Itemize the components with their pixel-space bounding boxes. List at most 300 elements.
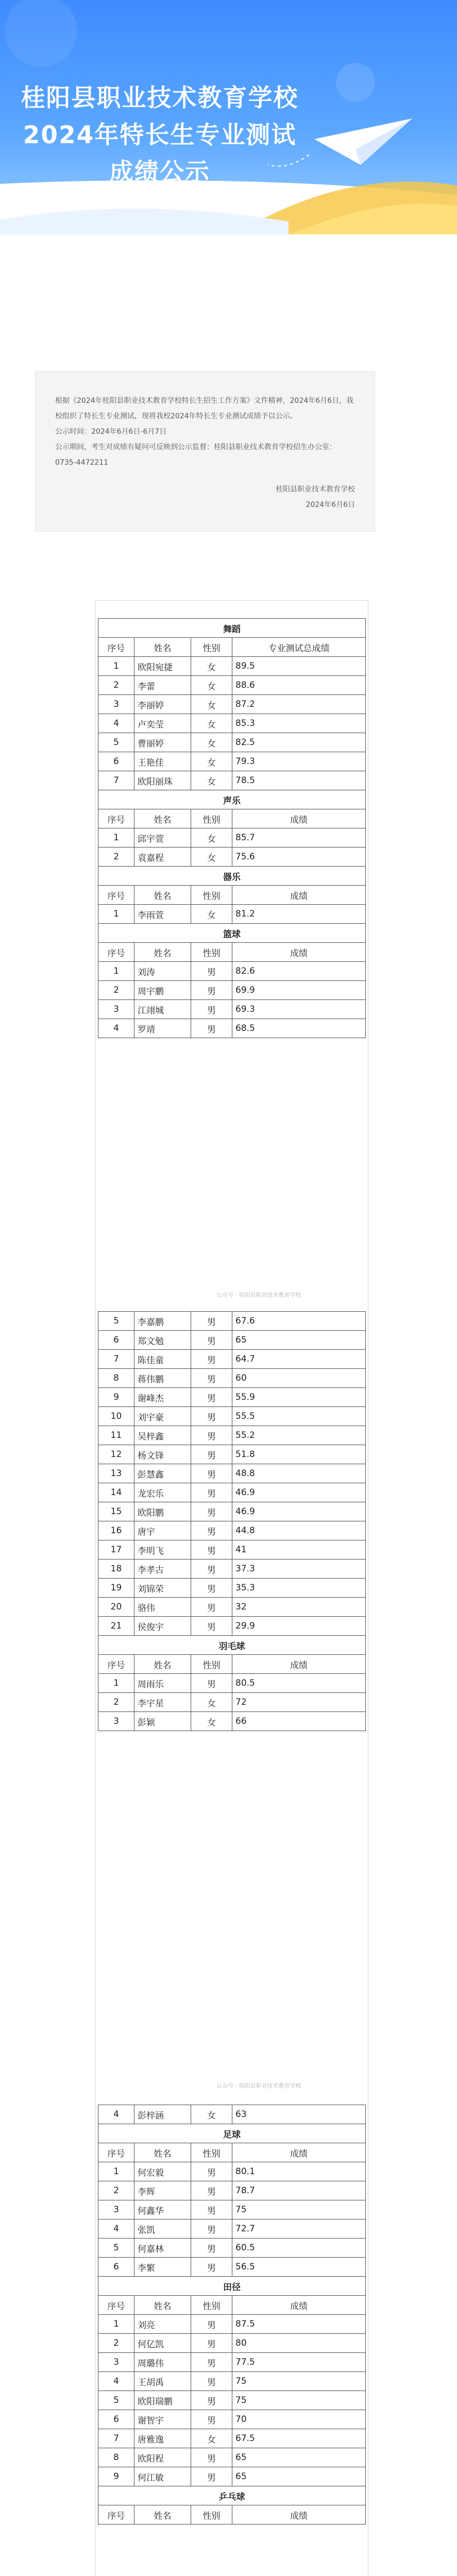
table-cell: 41	[232, 1540, 366, 1560]
column-header: 序号	[98, 943, 134, 962]
table-cell: 11	[98, 1426, 134, 1445]
table-row	[98, 1521, 366, 1540]
table-cell: 江翊城	[134, 1000, 191, 1019]
table-cell: 男	[191, 1426, 232, 1445]
header-row	[98, 2505, 366, 2524]
table-cell: 男	[191, 2219, 232, 2239]
table-cell: 郑文勉	[134, 1331, 191, 1350]
section-title: 篮球	[98, 924, 366, 943]
table-cell: 男	[191, 2410, 232, 2429]
table-cell: 7	[98, 771, 134, 790]
table-cell: 70	[232, 2410, 366, 2429]
table-cell: 王艳佳	[134, 752, 191, 771]
table-row	[98, 1331, 366, 1350]
table-cell: 女	[191, 733, 232, 752]
table-cell: 男	[191, 1674, 232, 1693]
table-cell: 女	[191, 752, 232, 771]
header-row	[98, 809, 366, 828]
table-cell: 68.5	[232, 1019, 366, 1038]
table-row	[98, 1674, 366, 1693]
table-cell: 龙宏乐	[134, 1483, 191, 1502]
table-cell: 女	[191, 771, 232, 790]
table-cell: 78.5	[232, 771, 366, 790]
watermark-text: 公众号 · 桂阳县职业技术教育学校	[216, 2082, 301, 2089]
header-row	[98, 638, 366, 657]
column-header: 成绩	[232, 2143, 366, 2162]
table-cell: 19	[98, 1579, 134, 1598]
column-header: 成绩	[232, 886, 366, 905]
section-title: 乒乓球	[98, 2486, 366, 2505]
table-cell: 85.7	[232, 828, 366, 848]
table-cell: 1	[98, 657, 134, 676]
table-cell: 75	[232, 2200, 366, 2219]
column-header: 序号	[98, 809, 134, 828]
table-cell: 2	[98, 2181, 134, 2200]
table-cell: 欧阳丽珠	[134, 771, 191, 790]
table-cell: 男	[191, 2258, 232, 2277]
table-cell: 87.2	[232, 695, 366, 714]
table-cell: 37.3	[232, 1560, 366, 1579]
table-cell: 欧阳瑞鹏	[134, 2391, 191, 2410]
table-cell: 谢峰杰	[134, 1388, 191, 1407]
notice-card	[35, 371, 375, 532]
table-cell: 男	[191, 2448, 232, 2467]
table-row	[98, 2410, 366, 2429]
table-row	[98, 981, 366, 1000]
table-cell: 侯俊宇	[134, 1617, 191, 1636]
table-cell: 88.6	[232, 676, 366, 695]
table-cell: 何鑫华	[134, 2200, 191, 2219]
table-row	[98, 2200, 366, 2219]
table-cell: 5	[98, 2391, 134, 2410]
table-row	[98, 771, 366, 790]
table-cell: 72	[232, 1693, 366, 1712]
table-cell: 陈佳童	[134, 1350, 191, 1369]
table-row	[98, 1483, 366, 1502]
table-row	[98, 1617, 366, 1636]
table-cell: 2	[98, 2334, 134, 2353]
table-cell: 刘锦荣	[134, 1579, 191, 1598]
table-cell: 7	[98, 2429, 134, 2448]
table-cell: 20	[98, 1598, 134, 1617]
table-cell: 女	[191, 905, 232, 924]
table-cell: 曹丽婷	[134, 733, 191, 752]
table-row	[98, 1560, 366, 1579]
table-cell: 欧阳鹏	[134, 1502, 191, 1521]
page-title	[21, 80, 299, 191]
table-cell: 6	[98, 752, 134, 771]
title-line: 成绩公示	[109, 158, 210, 187]
table-cell: 67.6	[232, 1312, 366, 1331]
table-cell: 1	[98, 2315, 134, 2334]
table-cell: 55.2	[232, 1426, 366, 1445]
table-row	[98, 1693, 366, 1712]
table-cell: 男	[191, 1445, 232, 1464]
table-cell: 男	[191, 1331, 232, 1350]
table-cell: 杨文锋	[134, 1445, 191, 1464]
table-row	[98, 1369, 366, 1388]
table-row	[98, 1000, 366, 1019]
table-cell: 51.8	[232, 1445, 366, 1464]
table-row	[98, 1312, 366, 1331]
table-cell: 何嘉林	[134, 2239, 191, 2258]
table-cell: 欧阳程	[134, 2448, 191, 2467]
column-header: 姓名	[134, 2143, 191, 2162]
header-row	[98, 1655, 366, 1674]
table-cell: 王胡禹	[134, 2372, 191, 2391]
table-cell: 李蕾	[134, 676, 191, 695]
table-cell: 周璐伟	[134, 2353, 191, 2372]
table-row	[98, 2181, 366, 2200]
table-row	[98, 2258, 366, 2277]
table-cell: 5	[98, 2239, 134, 2258]
table-cell: 60.5	[232, 2239, 366, 2258]
table-row	[98, 2353, 366, 2372]
table-cell: 男	[191, 2372, 232, 2391]
column-header: 姓名	[134, 809, 191, 828]
table-cell: 罗靖	[134, 1019, 191, 1038]
table-cell: 14	[98, 1483, 134, 1502]
table-cell: 女	[191, 714, 232, 733]
table-cell: 女	[191, 657, 232, 676]
table-cell: 唐宇	[134, 1521, 191, 1540]
table-cell: 8	[98, 2448, 134, 2467]
table-cell: 60	[232, 1369, 366, 1388]
column-header: 姓名	[134, 1655, 191, 1674]
column-header: 成绩	[232, 809, 366, 828]
section-title-row	[98, 2277, 366, 2296]
table-cell: 5	[98, 1312, 134, 1331]
table-cell: 男	[191, 1019, 232, 1038]
section-title: 器乐	[98, 867, 366, 886]
header-row	[98, 2143, 366, 2162]
table-cell: 65	[232, 1331, 366, 1350]
table-cell: 46.9	[232, 1502, 366, 1521]
column-header: 性别	[191, 1655, 232, 1674]
table-cell: 5	[98, 733, 134, 752]
table-row	[98, 2105, 366, 2124]
table-cell: 80	[232, 2334, 366, 2353]
table-cell: 李丽婷	[134, 695, 191, 714]
section-title-row	[98, 924, 366, 943]
table-cell: 李辉	[134, 2181, 191, 2200]
table-cell: 何宏毅	[134, 2162, 191, 2181]
table-cell: 7	[98, 1350, 134, 1369]
table-cell: 2	[98, 676, 134, 695]
table-cell: 81.2	[232, 905, 366, 924]
table-cell: 2	[98, 1693, 134, 1712]
column-header: 姓名	[134, 886, 191, 905]
column-header: 序号	[98, 886, 134, 905]
table-cell: 周宇鹏	[134, 981, 191, 1000]
table-cell: 56.5	[232, 2258, 366, 2277]
table-cell: 彭慧鑫	[134, 1464, 191, 1483]
table-row	[98, 2219, 366, 2239]
table-cell: 16	[98, 1521, 134, 1540]
column-header: 性别	[191, 2505, 232, 2524]
table-cell: 3	[98, 695, 134, 714]
table-cell: 男	[191, 962, 232, 981]
table-row	[98, 1019, 366, 1038]
table-cell: 48.8	[232, 1464, 366, 1483]
table-cell: 21	[98, 1617, 134, 1636]
column-header: 序号	[98, 2505, 134, 2524]
table-cell: 袁嘉程	[134, 848, 191, 867]
table-cell: 女	[191, 676, 232, 695]
table-cell: 何江敏	[134, 2467, 191, 2486]
table-row	[98, 657, 366, 676]
table-cell: 男	[191, 1502, 232, 1521]
table-cell: 18	[98, 1560, 134, 1579]
title-line: 桂阳县职业技术教育学校	[21, 84, 299, 112]
table-cell: 彭颖	[134, 1712, 191, 1731]
table-cell: 男	[191, 1598, 232, 1617]
table-row	[98, 1579, 366, 1598]
table-cell: 蒋伟鹏	[134, 1369, 191, 1388]
table-cell: 李繁	[134, 2258, 191, 2277]
table-cell: 男	[191, 2162, 232, 2181]
table-row	[98, 2315, 366, 2334]
section-title-row	[98, 619, 366, 638]
signature-date: 2024年6月6日	[306, 501, 355, 509]
table-cell: 女	[191, 1712, 232, 1731]
table-row	[98, 1388, 366, 1407]
table-cell: 4	[98, 1019, 134, 1038]
table-cell: 46.9	[232, 1483, 366, 1502]
table-cell: 女	[191, 1693, 232, 1712]
table-cell: 3	[98, 1000, 134, 1019]
table-cell: 2	[98, 848, 134, 867]
table-cell: 63	[232, 2105, 366, 2124]
results-table-1	[98, 618, 366, 1038]
table-row	[98, 1464, 366, 1483]
table-cell: 骆伟	[134, 1598, 191, 1617]
column-header: 性别	[191, 2143, 232, 2162]
table-cell: 6	[98, 1331, 134, 1350]
table-cell: 刘宇豪	[134, 1407, 191, 1426]
column-header: 专业测试总成绩	[232, 638, 366, 657]
table-cell: 女	[191, 2429, 232, 2448]
table-cell: 男	[191, 1579, 232, 1598]
table-cell: 男	[191, 1560, 232, 1579]
header-row	[98, 943, 366, 962]
watermark-text: 公众号 · 桂阳县职业技术教育学校	[216, 1292, 301, 1298]
table-cell: 男	[191, 2200, 232, 2219]
table-cell: 32	[232, 1598, 366, 1617]
table-cell: 75	[232, 2372, 366, 2391]
table-cell: 10	[98, 1407, 134, 1426]
notice-paragraph: 公示期间，考生对成绩有疑问可反映到公示监督：桂阳县职业技术教育学校招生办公室：0735-4472211	[55, 443, 336, 467]
table-cell: 刘涛	[134, 962, 191, 981]
table-cell: 男	[191, 1000, 232, 1019]
table-row	[98, 2429, 366, 2448]
table-cell: 李雨萱	[134, 905, 191, 924]
table-cell: 3	[98, 2353, 134, 2372]
table-cell: 男	[191, 1350, 232, 1369]
table-row	[98, 2467, 366, 2486]
table-cell: 55.5	[232, 1407, 366, 1426]
table-cell: 彭梓涵	[134, 2105, 191, 2124]
table-cell: 女	[191, 2105, 232, 2124]
table-cell: 2	[98, 981, 134, 1000]
table-cell: 唐雅逸	[134, 2429, 191, 2448]
table-cell: 6	[98, 2258, 134, 2277]
section-title: 足球	[98, 2124, 366, 2143]
column-header: 序号	[98, 2296, 134, 2315]
column-header: 姓名	[134, 2505, 191, 2524]
table-cell: 3	[98, 2200, 134, 2219]
table-cell: 李明飞	[134, 1540, 191, 1560]
table-cell: 李嘉鹏	[134, 1312, 191, 1331]
table-cell: 周雨乐	[134, 1674, 191, 1693]
column-header: 姓名	[134, 638, 191, 657]
table-row	[98, 2162, 366, 2181]
table-cell: 4	[98, 2372, 134, 2391]
table-row	[98, 695, 366, 714]
table-row	[98, 1712, 366, 1731]
table-cell: 女	[191, 828, 232, 848]
table-cell: 李宇星	[134, 1693, 191, 1712]
table-cell: 17	[98, 1540, 134, 1560]
section-title: 舞蹈	[98, 619, 366, 638]
table-cell: 男	[191, 2239, 232, 2258]
table-cell: 85.3	[232, 714, 366, 733]
table-cell: 男	[191, 2391, 232, 2410]
table-cell: 男	[191, 1312, 232, 1331]
table-row	[98, 1502, 366, 1521]
results-table-2	[98, 1311, 366, 1731]
section-title: 羽毛球	[98, 1636, 366, 1655]
table-cell: 1	[98, 962, 134, 981]
table-cell: 9	[98, 1388, 134, 1407]
table-cell: 75	[232, 2391, 366, 2410]
table-row	[98, 962, 366, 981]
header-banner	[0, 0, 457, 234]
table-row	[98, 752, 366, 771]
table-cell: 男	[191, 1483, 232, 1502]
title-line: 2024年特长生专业测试	[23, 121, 297, 149]
column-header: 姓名	[134, 943, 191, 962]
table-row	[98, 1445, 366, 1464]
table-cell: 66	[232, 1712, 366, 1731]
table-cell: 男	[191, 2334, 232, 2353]
table-row	[98, 2448, 366, 2467]
table-row	[98, 676, 366, 695]
table-cell: 80.5	[232, 1674, 366, 1693]
column-header: 序号	[98, 2143, 134, 2162]
table-cell: 29.9	[232, 1617, 366, 1636]
table-cell: 张凯	[134, 2219, 191, 2239]
results-table-3	[98, 2105, 366, 2524]
table-cell: 男	[191, 1388, 232, 1407]
table-cell: 67.5	[232, 2429, 366, 2448]
table-cell: 13	[98, 1464, 134, 1483]
table-cell: 男	[191, 1540, 232, 1560]
table-cell: 男	[191, 2353, 232, 2372]
table-cell: 3	[98, 1712, 134, 1731]
table-cell: 何亿凯	[134, 2334, 191, 2353]
table-cell: 35.3	[232, 1579, 366, 1598]
table-cell: 77.5	[232, 2353, 366, 2372]
table-cell: 69.9	[232, 981, 366, 1000]
table-cell: 82.5	[232, 733, 366, 752]
table-row	[98, 1407, 366, 1426]
column-header: 姓名	[134, 2296, 191, 2315]
section-title: 声乐	[98, 790, 366, 809]
signature-org: 桂阳县职业技术教育学校	[276, 485, 355, 494]
table-cell: 1	[98, 1674, 134, 1693]
table-cell: 6	[98, 2410, 134, 2429]
table-cell: 欧阳宛捷	[134, 657, 191, 676]
notice-paragraph: 公示时间：2024年6月6日-6月7日	[55, 428, 167, 436]
table-cell: 12	[98, 1445, 134, 1464]
column-header: 序号	[98, 1655, 134, 1674]
column-header: 成绩	[232, 2296, 366, 2315]
table-cell: 89.5	[232, 657, 366, 676]
table-row	[98, 2334, 366, 2353]
table-row	[98, 2391, 366, 2410]
table-row	[98, 848, 366, 867]
table-cell: 4	[98, 714, 134, 733]
table-cell: 82.6	[232, 962, 366, 981]
table-cell: 4	[98, 2219, 134, 2239]
table-cell: 65	[232, 2448, 366, 2467]
table-cell: 女	[191, 695, 232, 714]
table-cell: 男	[191, 981, 232, 1000]
table-cell: 男	[191, 1521, 232, 1540]
section-title-row	[98, 790, 366, 809]
column-header: 性别	[191, 943, 232, 962]
table-cell: 男	[191, 2181, 232, 2200]
section-title-row	[98, 2124, 366, 2143]
table-row	[98, 733, 366, 752]
table-cell: 卢奕莹	[134, 714, 191, 733]
table-cell: 男	[191, 2315, 232, 2334]
section-title-row	[98, 2486, 366, 2505]
column-header: 序号	[98, 638, 134, 657]
table-cell: 男	[191, 2467, 232, 2486]
table-cell: 79.3	[232, 752, 366, 771]
column-header: 性别	[191, 809, 232, 828]
table-row	[98, 1350, 366, 1369]
table-row	[98, 714, 366, 733]
header-row	[98, 886, 366, 905]
table-row	[98, 828, 366, 848]
table-row	[98, 1598, 366, 1617]
table-cell: 78.7	[232, 2181, 366, 2200]
table-cell: 87.5	[232, 2315, 366, 2334]
section-title-row	[98, 867, 366, 886]
table-cell: 8	[98, 1369, 134, 1388]
table-cell: 4	[98, 2105, 134, 2124]
table-row	[98, 2239, 366, 2258]
table-cell: 15	[98, 1502, 134, 1521]
table-cell: 69.3	[232, 1000, 366, 1019]
table-cell: 刘亮	[134, 2315, 191, 2334]
column-header: 成绩	[232, 1655, 366, 1674]
table-cell: 1	[98, 2162, 134, 2181]
table-cell: 李孝古	[134, 1560, 191, 1579]
table-cell: 64.7	[232, 1350, 366, 1369]
notice-signature	[55, 482, 355, 513]
table-cell: 44.8	[232, 1521, 366, 1540]
table-row	[98, 2372, 366, 2391]
table-cell: 1	[98, 905, 134, 924]
header-row	[98, 2296, 366, 2315]
table-cell: 邱宇萱	[134, 828, 191, 848]
column-header: 成绩	[232, 2505, 366, 2524]
table-cell: 65	[232, 2467, 366, 2486]
